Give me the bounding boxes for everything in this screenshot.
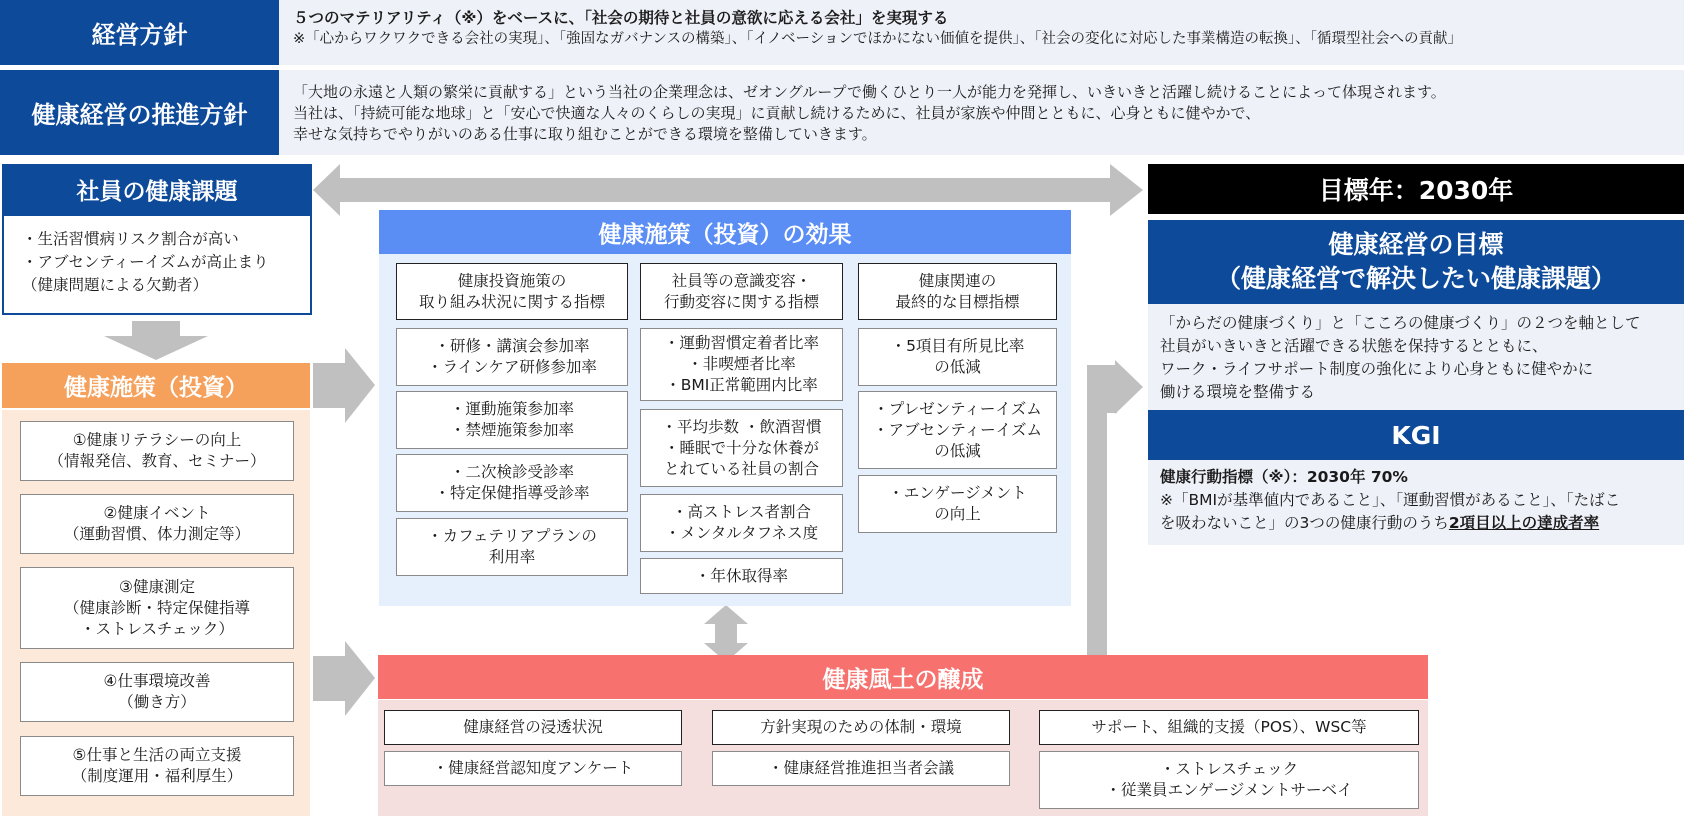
measure-text: ②健康イベント	[103, 504, 211, 522]
item-text: ・特定保健指導受診率	[434, 484, 590, 502]
item-text: ・研修・講演会参加率	[434, 337, 590, 355]
management-policy-title: 経営方針	[0, 0, 279, 65]
measure-item-event	[20, 494, 294, 554]
effects-col3-item	[858, 391, 1057, 469]
header-text: 健康経営の浸透状況	[463, 718, 603, 736]
item-text: ・睡眠で十分な休養が	[663, 438, 819, 457]
effects-col2-item	[640, 494, 843, 552]
item-text: の低減	[934, 441, 981, 460]
culture-col1-header	[384, 710, 682, 745]
kgi-note: を吸わないこと」の3つの健康行動のうち	[1160, 514, 1449, 532]
effects-title: 健康施策（投資）の効果	[379, 210, 1071, 254]
effects-col1-item	[396, 328, 628, 386]
measure-text: （運動習慣、体力測定等）	[63, 525, 250, 543]
goal-title-line: 健康経営の目標	[1328, 230, 1504, 259]
measure-item-literacy	[20, 421, 294, 481]
culture-col2-header	[712, 710, 1010, 745]
health-issues-list	[2, 214, 312, 315]
issue-item: （健康問題による欠勤者）	[22, 276, 209, 294]
measure-text: （働き方）	[118, 693, 196, 711]
item-text: ・非喫煙者比率	[687, 355, 796, 373]
effects-col3-item	[858, 328, 1057, 386]
kgi-note: ※「BMIが基準値内であること」、「運動習慣があること」、「たばこ	[1160, 491, 1621, 509]
item-text: ・カフェテリアプランの	[427, 527, 597, 545]
header-text: 方針実現のための体制・環境	[760, 718, 962, 736]
effects-col1-header	[396, 263, 628, 320]
culture-col2-item	[712, 751, 1010, 786]
right-arrow-culture	[313, 641, 375, 716]
header-text: 行動変容に関する指標	[663, 292, 819, 311]
health-measures-title: 健康施策（投資）	[2, 363, 310, 408]
measure-text: ⑤仕事と生活の両立支援	[72, 746, 242, 764]
header-text: 社員等の意識変容・	[671, 271, 812, 290]
kgi-note-emphasis: 2項目以上の達成者率	[1448, 514, 1600, 532]
item-text: の向上	[934, 505, 981, 523]
policy-line-1: ５つのマテリアリティ（※）をベースに、「社会の期待と社員の意欲に応える会社」を実現する	[293, 9, 949, 27]
item-text: ・二次検診受診率	[449, 463, 574, 481]
item-text: ・健康経営認知度アンケート	[432, 759, 634, 777]
effects-col3-header	[858, 263, 1057, 320]
item-text: ・BMI正常範囲内比率	[665, 376, 818, 394]
kgi-headline: 健康行動指標（※）：2030年 70%	[1160, 468, 1408, 486]
item-text: ・プレゼンティーイズム	[873, 399, 1042, 418]
item-text: ・エンゲージメント	[888, 484, 1027, 502]
down-arrow-issues	[104, 321, 208, 360]
measure-text: （制度運用・福利厚生）	[71, 767, 243, 785]
item-text: の低減	[934, 358, 981, 376]
kgi-title: KGI	[1148, 410, 1684, 460]
item-text: ・メンタルタフネス度	[664, 524, 819, 542]
issue-item: ・生活習慣病リスク割合が高い	[22, 230, 239, 248]
measure-text: ④仕事環境改善	[103, 672, 211, 690]
item-text: ・ストレスチェック	[1159, 760, 1299, 778]
item-text: 利用率	[488, 548, 536, 566]
item-text: ・アブセンティーイズム	[873, 420, 1042, 439]
culture-col3-item	[1039, 751, 1419, 809]
double-arrow-top	[313, 164, 1143, 216]
goal-line: ワーク・ライフサポート制度の強化により心身ともに健やかに	[1160, 360, 1594, 378]
measure-text: ③健康測定	[119, 577, 195, 596]
promotion-policy-text	[279, 70, 1684, 155]
promotion-line-2: 当社は、「持続可能な地球」と「安心で快適な人々のくらしの実現」に貢献し続けるために、社員が家族や仲間とともに、心身ともに健やかで、	[293, 104, 1261, 122]
health-goal-title	[1148, 220, 1684, 304]
culture-col1-item	[384, 751, 682, 786]
kgi-text	[1148, 460, 1684, 545]
effects-col2-header	[640, 263, 843, 320]
header-text: 健康関連の	[918, 271, 997, 290]
measure-text: ①健康リテラシーの向上	[72, 431, 242, 449]
item-text: ・健康経営推進担当者会議	[767, 759, 954, 777]
culture-title: 健康風土の醸成	[378, 655, 1428, 699]
item-text: ・ラインケア研修参加率	[427, 358, 597, 376]
measure-item-balance	[20, 736, 294, 796]
effects-col2-item	[640, 558, 843, 594]
effects-col1-item	[396, 454, 628, 512]
measure-text: ・ストレスチェック）	[80, 619, 234, 638]
effects-col1-item	[396, 518, 628, 576]
effects-col2-item	[640, 328, 843, 401]
item-text: ・従業員エンゲージメントサーベイ	[1105, 781, 1353, 799]
header-text: 取り組み状況に関する指標	[418, 292, 605, 311]
measure-item-measurement	[20, 567, 294, 649]
goal-line: 「からだの健康づくり」と「こころの健康づくり」の２つを軸として	[1160, 314, 1641, 332]
issue-item: ・アブセンティーイズムが高止まり	[22, 253, 269, 271]
goal-line: 働ける環境を整備する	[1160, 383, 1316, 401]
goal-line: 社員がいきいきと活躍できる状態を保持するとともに、	[1160, 337, 1548, 355]
measure-text: （情報発信、教育、セミナー）	[48, 452, 266, 470]
measure-text: （健康診断・特定保健指導	[63, 598, 250, 617]
effects-col2-item	[640, 409, 843, 487]
updown-arrow	[704, 605, 748, 662]
kgi-note-line	[1160, 512, 1684, 535]
effects-col1-item	[396, 391, 628, 449]
promotion-line-3: 幸せな気持ちでやりがいのある仕事に取り組むことができる環境を整備していきます。	[293, 125, 877, 143]
item-text: ・高ストレス者割合	[671, 503, 812, 521]
item-text: ・運動施策参加率	[449, 400, 574, 418]
item-text: ・平均歩数 ・飲酒習慣	[661, 417, 822, 436]
item-text: ・5項目有所見比率	[890, 337, 1025, 355]
promotion-line-1: 「大地の永遠と人類の繁栄に貢献する」という当社の企業理念は、ゼオングループで働くひとり一人が能力を発揮し、いきいきと活躍し続けることによって体現されます。	[293, 83, 1446, 101]
effects-col3-item	[858, 475, 1057, 533]
policy-line-2: ※「心からワクワクできる会社の実現」、「強固なガバナンスの構築」、「イノベーションでほかにない価値を提供」、「社会の変化に対応した事業構造の転換」、「循環型社会への貢献」	[293, 31, 1462, 47]
item-text: とれている社員の割合	[663, 459, 819, 478]
target-year: 目標年：2030年	[1148, 164, 1684, 214]
item-text: ・年休取得率	[694, 566, 788, 585]
item-text: ・禁煙施策参加率	[449, 421, 574, 439]
health-goal-text	[1148, 304, 1684, 410]
promotion-policy-title: 健康経営の推進方針	[0, 70, 279, 155]
header-text: 最終的な目標指標	[895, 292, 1020, 311]
health-issues-title: 社員の健康課題	[2, 164, 312, 214]
goal-title-line: （健康経営で解決したい健康課題）	[1215, 264, 1616, 293]
measure-item-environment	[20, 662, 294, 722]
header-text: 健康投資施策の	[457, 271, 567, 290]
right-arrow-effects	[313, 348, 375, 423]
header-text: サポート、組織的支援（POS）、WSC等	[1091, 718, 1367, 736]
culture-col3-header	[1039, 710, 1419, 745]
management-policy-text	[279, 0, 1684, 65]
item-text: ・運動習慣定着者比率	[663, 334, 819, 352]
